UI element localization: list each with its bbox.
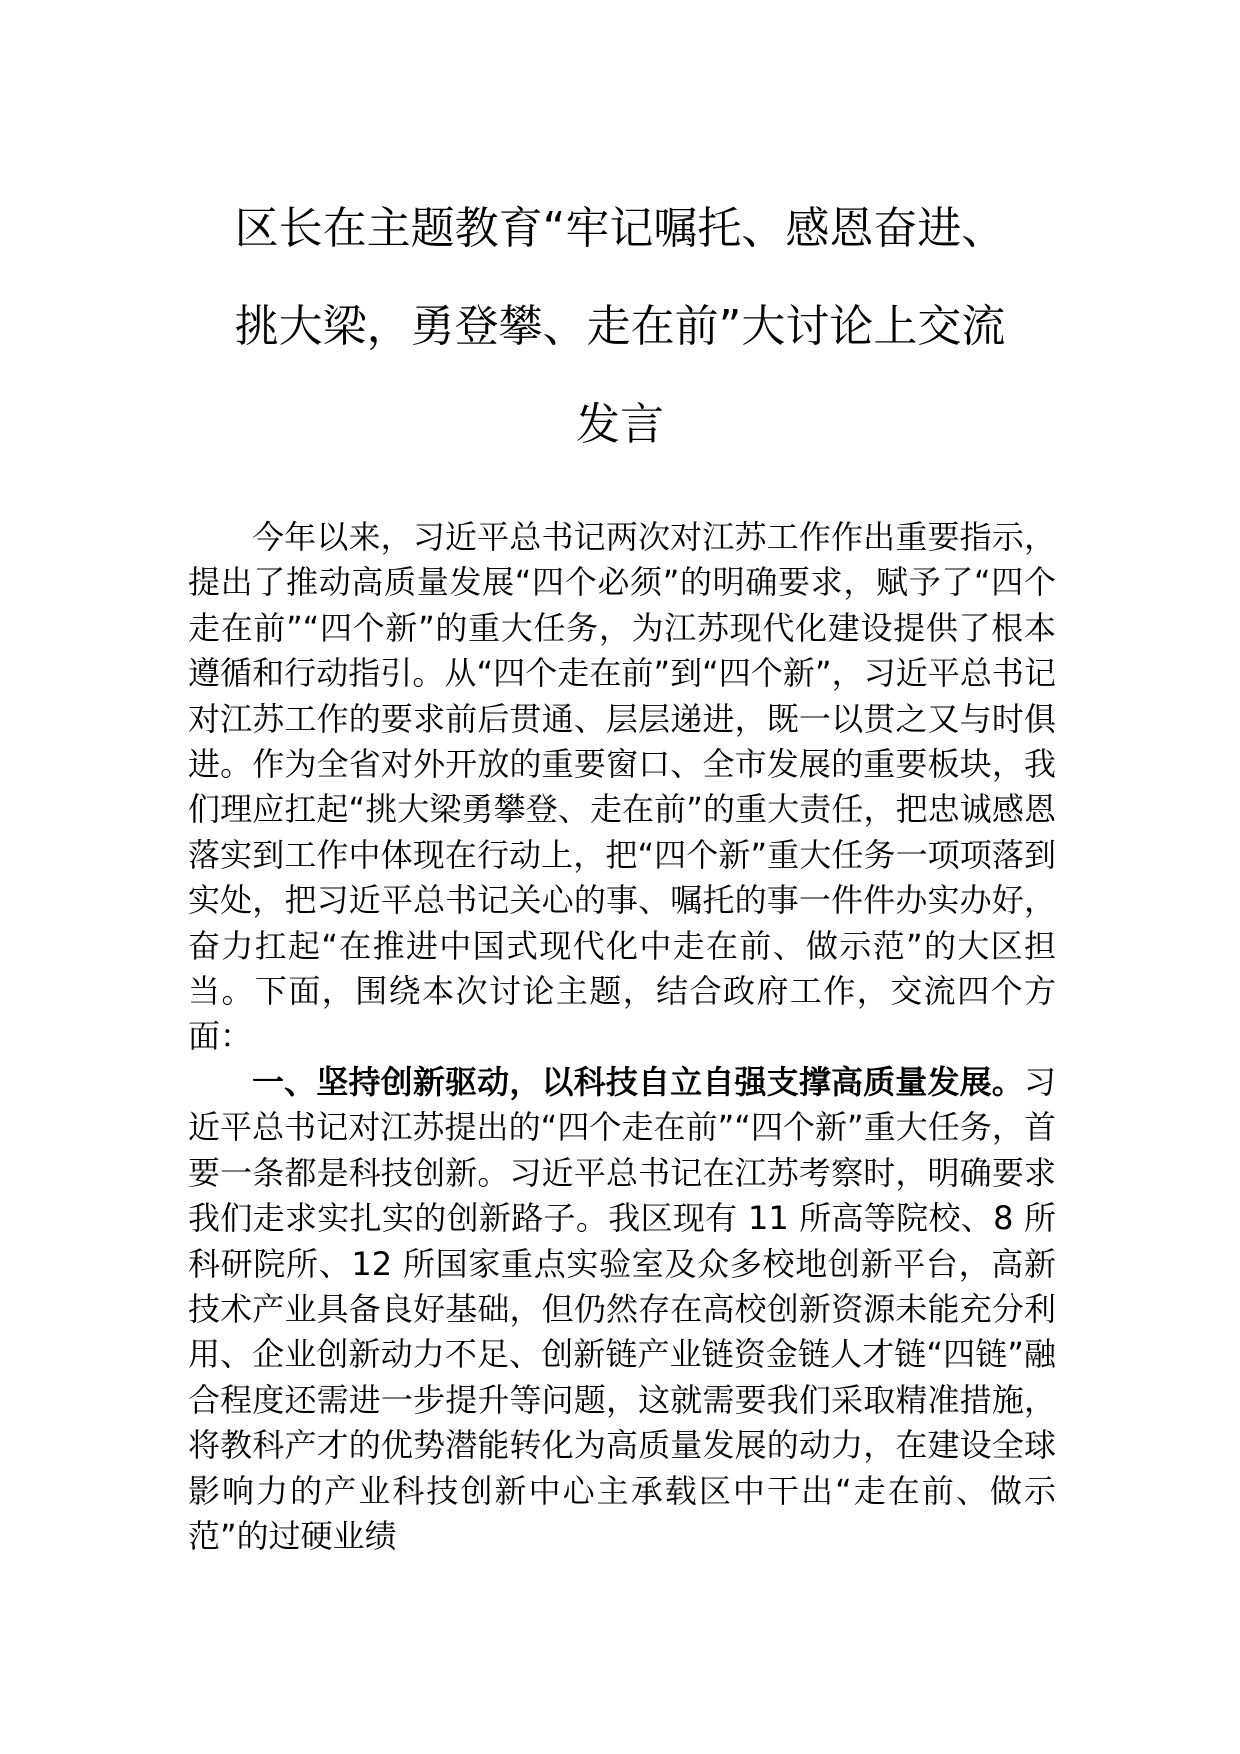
title-line-3: 发言 bbox=[576, 399, 664, 450]
section-1-paragraph bbox=[188, 1060, 1056, 1559]
document-title bbox=[180, 180, 1060, 474]
section-1-text: 习近平总书记对江苏提出的“四个走在前”“四个新”重大任务，首要一条都是科技创新。习近平总书记在江苏考察时，明确要求我们走求实扎实的创新路子。我区现有 11 所高等院校、8 所科研院所、12 所国家重点实验室及众多校地创新平台，高新技术产业具备良好基础，但仍然存在高校创新资源未能充分利用、企业创新动力不足、创新链产业链资金链人才链“四链”融合程度还需进一步提升等问题，这就需要我们采取精准措施，将教科产才的优势潜能转化为高质量发展的动力，在建设全球影响力的产业科技创新中心主承载区中干出“走在前、做示范”的过硬业绩 bbox=[188, 1062, 1056, 1555]
intro-paragraph: 今年以来，习近平总书记两次对江苏工作作出重要指示，提出了推动高质量发展“四个必须”的明确要求，赋予了“四个走在前”“四个新”的重大任务，为江苏现代化建设提供了根本遵循和行动指引。从“四个走在前”到“四个新”，习近平总书记对江苏工作的要求前后贯通、层层递进，既一以贯之又与时俱进。作为全省对外开放的重要窗口、全市发展的重要板块，我们理应扛起“挑大梁勇攀登、走在前”的重大责任，把忠诚感恩落实到工作中体现在行动上，把“四个新”重大任务一项项落到实处，把习近平总书记关心的事、嘱托的事一件件办实办好，奋力扛起“在推进中国式现代化中走在前、做示范”的大区担当。下面，围绕本次讨论主题，结合政府工作，交流四个方面： bbox=[188, 518, 1056, 1056]
document-body bbox=[188, 515, 1056, 1559]
title-line-2: 挑大梁，勇登攀、走在前”大讨论上交流 bbox=[234, 301, 1006, 352]
section-1-heading: 一、坚持创新驱动，以科技自立自强支撑高质量发展。 bbox=[252, 1062, 1024, 1101]
title-line-1: 区长在主题教育“牢记嘱托、感恩奋进、 bbox=[234, 203, 1006, 254]
